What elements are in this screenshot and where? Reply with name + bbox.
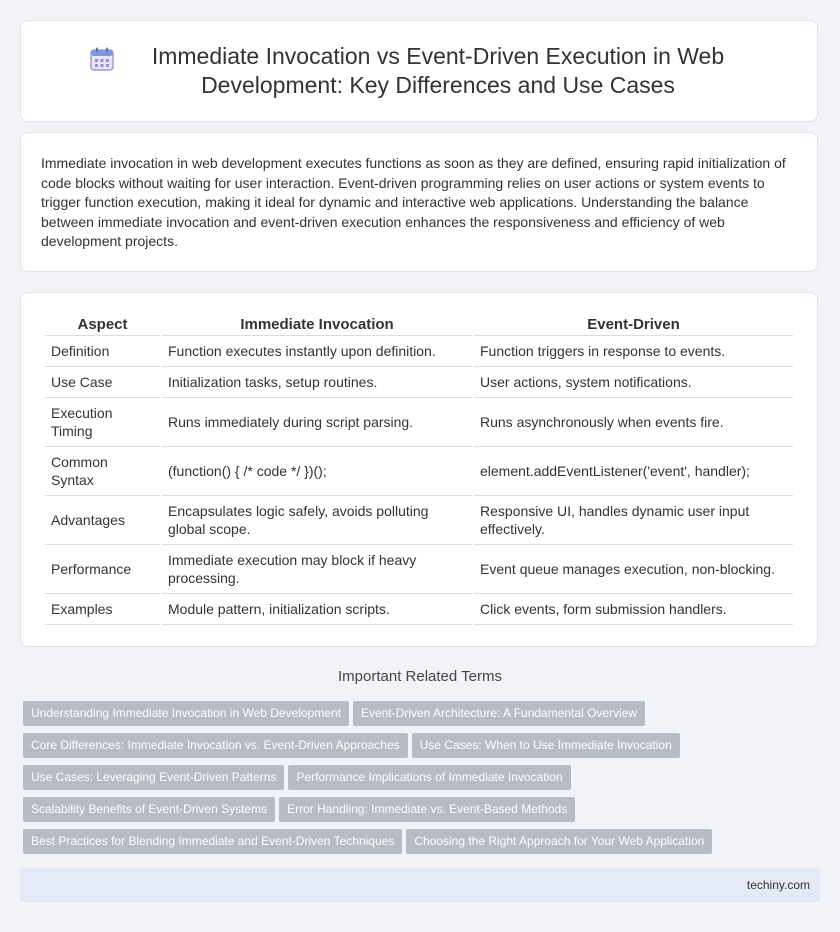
related-term-link[interactable]: Best Practices for Blending Immediate and Event-Driven Techniques (23, 829, 402, 854)
page-title: Immediate Invocation vs Event-Driven Execution in Web Development: Key Differences and Use Cases (151, 43, 725, 98)
table-row (45, 496, 793, 545)
header-card (20, 20, 818, 122)
related-term-link[interactable]: Performance Implications of Immediate Invocation (288, 765, 570, 790)
table-row (45, 545, 793, 594)
table-cell: Function executes instantly upon definition. (162, 336, 472, 367)
table-cell: Initialization tasks, setup routines. (162, 367, 472, 398)
related-term-link[interactable]: Core Differences: Immediate Invocation vs. Event-Driven Approaches (23, 733, 408, 758)
column-header-immediate: Immediate Invocation (162, 307, 472, 336)
table-cell: Function triggers in response to events. (474, 336, 793, 367)
table-cell: Immediate execution may block if heavy processing. (162, 545, 472, 594)
table-cell: Definition (45, 336, 160, 367)
table-row (45, 367, 793, 398)
table-row (45, 336, 793, 367)
related-term-link[interactable]: Error Handling: Immediate vs. Event-Based Methods (279, 797, 575, 822)
table-cell: Encapsulates logic safely, avoids polluting global scope. (162, 496, 472, 545)
table-cell: Common Syntax (45, 447, 160, 496)
related-term-link[interactable]: Understanding Immediate Invocation in Web Development (23, 701, 349, 726)
footer-brand[interactable]: techiny.com (746, 878, 810, 892)
related-term-link[interactable]: Use Cases: When to Use Immediate Invocation (412, 733, 680, 758)
column-header-event-driven: Event-Driven (474, 307, 793, 336)
intro-card (20, 132, 818, 272)
table-cell: (function() { /* code */ })(); (162, 447, 472, 496)
comparison-table (43, 307, 795, 625)
comparison-card (20, 292, 818, 647)
table-cell: Click events, form submission handlers. (474, 594, 793, 625)
table-cell: Runs asynchronously when events fire. (474, 398, 793, 447)
table-cell: Advantages (45, 496, 160, 545)
table-cell: Examples (45, 594, 160, 625)
table-row (45, 398, 793, 447)
related-term-link[interactable]: Use Cases: Leveraging Event-Driven Patterns (23, 765, 284, 790)
related-term-link[interactable]: Event-Driven Architecture: A Fundamental Overview (353, 701, 645, 726)
table-cell: element.addEventListener('event', handler); (474, 447, 793, 496)
table-cell: Use Case (45, 367, 160, 398)
table-row (45, 447, 793, 496)
table-cell: Responsive UI, handles dynamic user input effectively. (474, 496, 793, 545)
table-header-row (45, 307, 793, 336)
intro-text: Immediate invocation in web development executes functions as soon as they are defined, ensuring rapid initialization of code blocks without waiting for user interaction. Event-driven programming relies on user actions or system events to trigger function execution, making it ideal for dynamic and interactive web applications. Understanding the balance between immediate invocation and event-driven execution enhances the responsiveness and efficiency of web development projects. (41, 155, 786, 249)
table-cell: User actions, system notifications. (474, 367, 793, 398)
table-cell: Event queue manages execution, non-blocking. (474, 545, 793, 594)
calendar-icon (89, 46, 115, 72)
footer (20, 868, 820, 902)
table-cell: Module pattern, initialization scripts. (162, 594, 472, 625)
related-terms-title: Important Related Terms (338, 668, 502, 685)
table-cell: Execution Timing (45, 398, 160, 447)
table-cell: Runs immediately during script parsing. (162, 398, 472, 447)
related-term-link[interactable]: Scalability Benefits of Event-Driven Systems (23, 797, 275, 822)
related-term-link[interactable]: Choosing the Right Approach for Your Web Application (406, 829, 712, 854)
table-cell: Performance (45, 545, 160, 594)
column-header-aspect: Aspect (45, 307, 160, 336)
table-row (45, 594, 793, 625)
related-terms-list (23, 701, 823, 861)
